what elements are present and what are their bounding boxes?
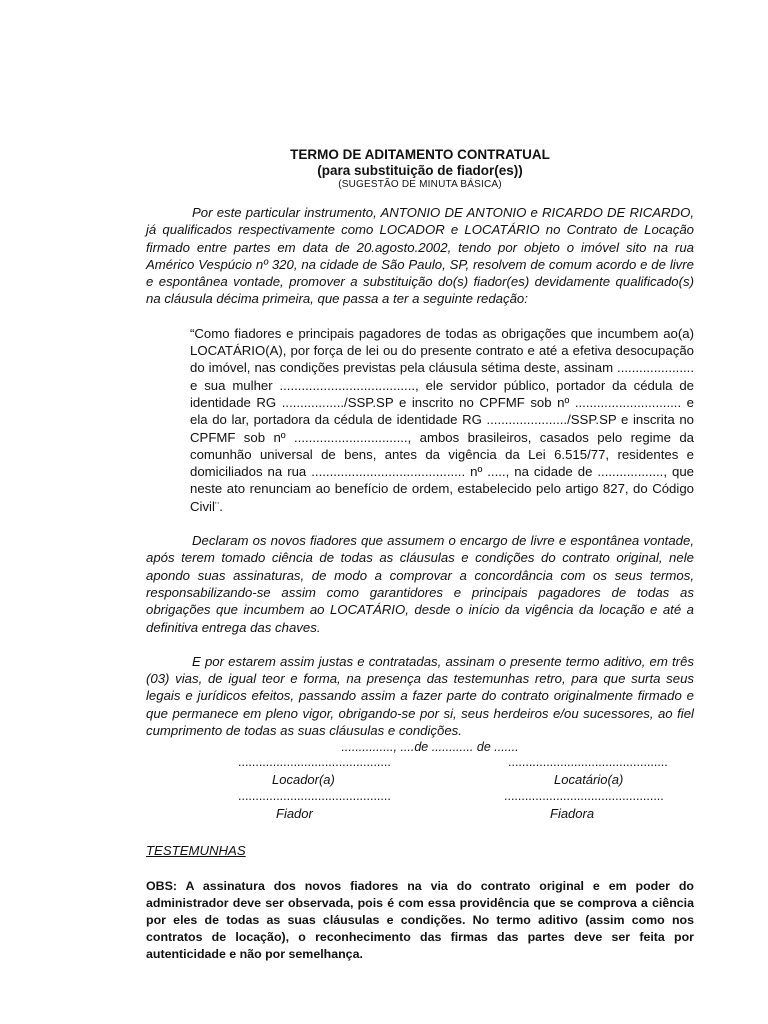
label-fiadora: Fiadora xyxy=(550,806,595,822)
paragraph-intro: Por este particular instrumento, ANTONIO DE ANTONIO e RICARDO DE RICARDO, já qualificados respectivamente como LOCADOR e LOCATÁRIO no Contrato de Locação firmado entre partes em data de 20.agosto.2002, tendo por objeto o imóvel sito na rua Américo Vespúcio nº 320, na cidade de São Paulo, SP, resolvem de comum acordo e de livre e espontânea vontade, promover a substituição do(s) fiador(es) devidamente qualificado(s) na cláusula décima primeira, que passa a ter a seguinte redação: xyxy=(146,205,694,307)
document-subtitle: (para substituição de fiador(es)) xyxy=(317,163,523,178)
witnesses-heading: TESTEMUNHAS xyxy=(146,843,246,859)
signature-row-1 xyxy=(146,755,694,772)
signature-labels-2 xyxy=(146,806,694,823)
label-locador: Locador(a) xyxy=(272,772,335,788)
document-note: (SUGESTÃO DE MINUTA BÁSICA) xyxy=(338,179,502,190)
label-locatario: Locatário(a) xyxy=(554,772,624,788)
obs-text: A assinatura dos novos fiadores na via do contrato original e em poder do administrador deve ser observada, pois é com essa providência que se comprova a ciência por eles de todas as suas cláusulas e condições. No termo aditivo (assim como nos contratos de locação), o reconhecimento das firmas das partes deve ser feita por autenticidade e não por semelhança. xyxy=(146,879,695,962)
paragraph-closing: E por estarem assim justas e contratadas, assinam o presente termo aditivo, em três (03) vias, de igual teor e forma, na presença das testemunhas retro, para que surta seus legais e jurídicos efeitos, passando assim a fazer parte do contrato originalmente firmado e que permanece em pleno vigor, obrigando-se por si, seus herdeiros e/ou sucessores, ao fiel cumprimento de todas as suas cláusulas e condições. xyxy=(146,653,694,739)
signature-line-fiadora: .............................................. xyxy=(504,789,664,804)
document-title: TERMO DE ADITAMENTO CONTRATUAL xyxy=(290,147,550,162)
signature-line-locador: ............................................ xyxy=(238,755,391,770)
quoted-clause: “Como fiadores e principais pagadores de todas as obrigações que incumbem ao(a) LOCATÁRIO(A), por força de lei ou do presente contrato e até a efetiva desocupação do imóvel, nas condições previstas pela cláusula sétima deste, assinam ..................... e sua mulher ....................................., ele servidor público, portador da cédula de identidade RG ................./SSP.SP e inscrito no CPFMF sob nº ............................. e ela do lar, portadora da cédula de identidade RG ....................../SSP.SP e inscrita no CPFMF sob nº ..............................., ambos brasileiros, casados pelo regime da comunhão universal de bens, antes da vigência da Lei 6.515/77, residentes e domiciliados na rua .......................................... nº ....., na cidade de .................., que neste ato renunciam ao benefício de ordem, estabelecido pelo artigo 827, do Código Civil¨. xyxy=(190,325,694,514)
obs-label: OBS: xyxy=(146,879,177,894)
signature-line-fiador: ............................................ xyxy=(238,789,391,804)
observation-note xyxy=(146,878,694,963)
signature-labels-1 xyxy=(146,772,694,789)
date-line: ..............., ....de ............ de ....... xyxy=(341,740,519,755)
signature-line-locatario: .............................................. xyxy=(508,755,668,770)
signature-row-2 xyxy=(146,789,694,806)
label-fiador: Fiador xyxy=(276,806,313,822)
document-page xyxy=(146,147,694,963)
paragraph-declaration: Declaram os novos fiadores que assumem o encargo de livre e espontânea vontade, após terem tomado ciência de todas as cláusulas e condições do contrato original, nele apondo suas assinaturas, de modo a comprovar a concordância com os seus termos, responsabilizando-se assim como garantidores e principais pagadores de todas as obrigações que incumbem ao LOCATÁRIO, desde o início da vigência da locação e até a definitiva entrega das chaves. xyxy=(146,533,694,635)
